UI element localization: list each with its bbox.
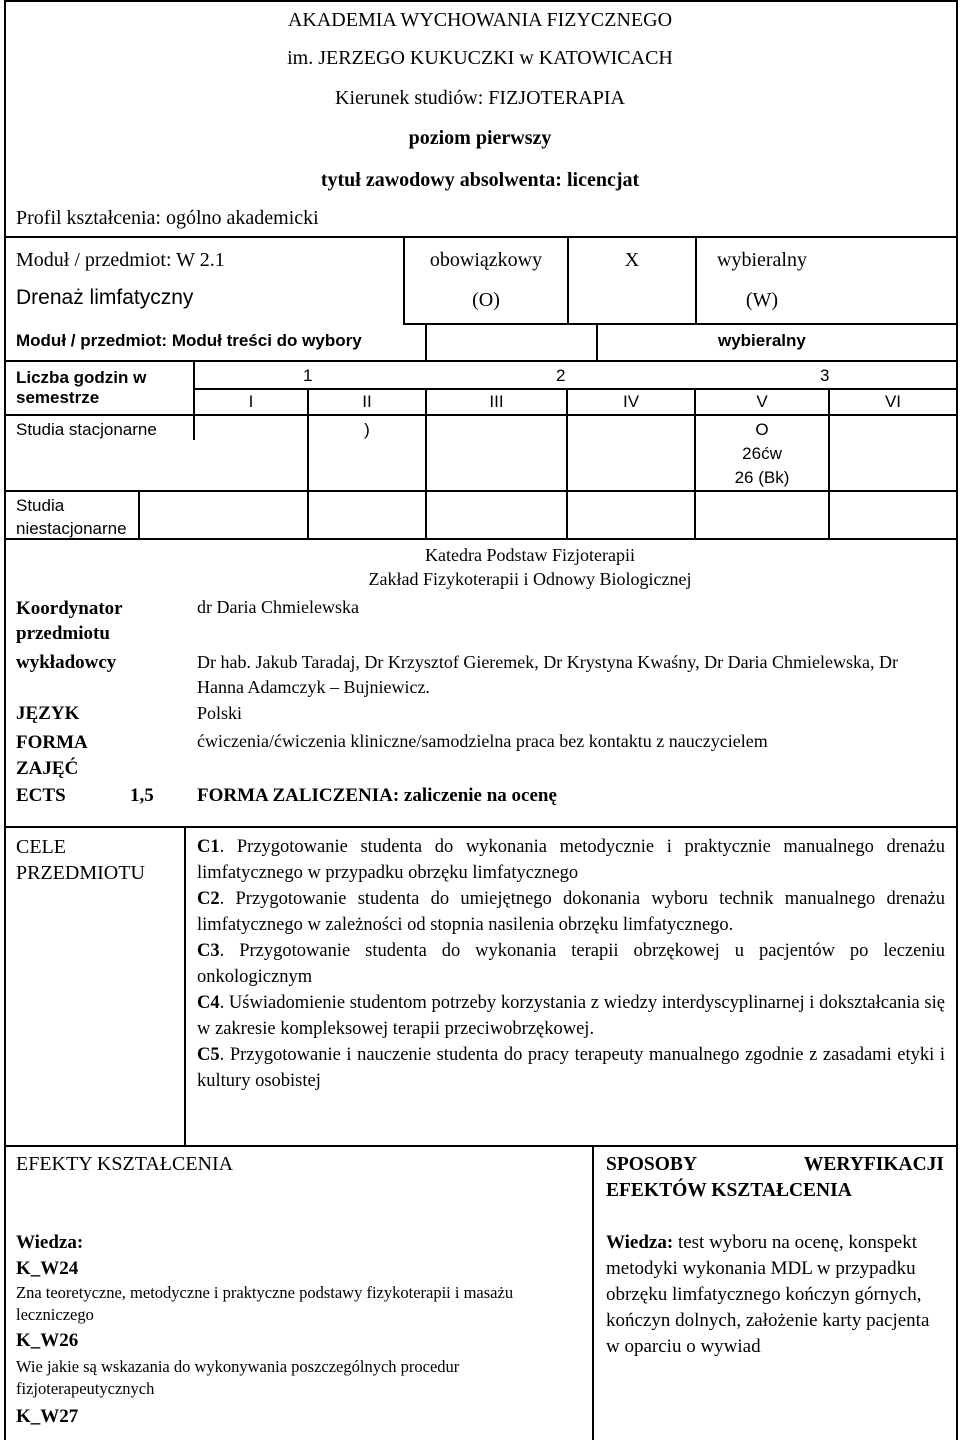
language: Polski <box>197 703 243 723</box>
nonstationary-label: Studia niestacjonarne <box>16 496 127 538</box>
mandatory-code: (O) <box>472 289 500 311</box>
year-1: 1 <box>303 366 313 385</box>
study-level: poziom pierwszy <box>408 127 552 149</box>
divider-h <box>403 323 958 325</box>
divider-header <box>4 236 958 238</box>
stationary-semester-v-exercises: 26ćw <box>742 444 782 463</box>
goal-code: C2 <box>197 889 220 909</box>
goal-item <box>197 938 945 990</box>
content-type: wybieralny <box>718 331 806 350</box>
divider-h <box>4 414 958 416</box>
frame-right-border <box>956 0 958 1440</box>
goal-item <box>197 1042 945 1094</box>
effect-text: Zna teoretyczne, metodyczne i praktyczne podstawy fizykoterapii i masażu leczniczego <box>16 1283 514 1324</box>
goal-item <box>197 834 945 886</box>
year-2: 2 <box>556 366 566 385</box>
divider-v <box>184 826 186 1146</box>
divider-v <box>425 323 427 361</box>
effect-code: K_W27 <box>16 1406 79 1427</box>
effects-title: EFEKTY KSZTAŁCENIA <box>16 1153 234 1175</box>
verification-methods <box>606 1230 946 1360</box>
stationary-semester-v-bk: 26 (Bk) <box>734 468 790 487</box>
module-code: Moduł / przedmiot: W 2.1 <box>16 249 225 271</box>
goal-code: C1 <box>197 837 220 857</box>
effect-code: K_W24 <box>16 1258 79 1279</box>
knowledge-label: Wiedza: <box>16 1232 84 1253</box>
goal-text: . Przygotowanie i nauczenie studenta do pracy terapeuty manualnego zgodnie z zasadami etyki i kultury osobistej <box>197 1045 945 1091</box>
mandatory-mark: X <box>624 249 640 271</box>
divider-v <box>592 1145 594 1440</box>
verification-methods-title: SPOSOBY WERYFIKACJI EFEKTÓW KSZTAŁCENIA <box>606 1154 944 1201</box>
stationary-label: Studia stacjonarne <box>16 420 157 439</box>
semester-vi: VI <box>884 392 902 411</box>
elective-label: wybieralny <box>717 249 807 271</box>
education-profile: Profil kształcenia: ogólno akademicki <box>16 207 319 229</box>
methods-knowledge-text: test wyboru na ocenę, konspekt metodyki wykonania MDL w przypadku obrzęku limfatycznego kończyn górnych, kończyn dolnych, założenie karty pacjenta w oparciu o wywiad <box>606 1232 930 1357</box>
unit: Zakład Fizykoterapii i Odnowy Biologicznej <box>368 569 692 589</box>
divider-h <box>4 826 958 828</box>
goals-label: CELE PRZEDMIOTU <box>16 836 145 884</box>
stationary-semester-v-form: O <box>755 420 769 439</box>
goal-text: . Uświadomienie studentom potrzeby korzystania z wiedzy interdyscyplinarnej i dokształcania się w zakresie kompleksowej terapii przeciwobrzękowej. <box>197 993 945 1039</box>
mandatory-label: obowiązkowy <box>429 249 543 271</box>
semester-iv: IV <box>622 392 640 411</box>
year-3: 3 <box>820 366 830 385</box>
goal-code: C4 <box>197 993 220 1013</box>
goal-code: C5 <box>197 1045 220 1065</box>
lecturers-label: wykładowcy <box>16 652 117 673</box>
hours-label: Liczba godzin w semestrze <box>16 368 147 407</box>
lecturers: Dr hab. Jakub Taradaj, Dr Krzysztof Gieremek, Dr Krystyna Kwaśny, Dr Daria Chmielewska, Dr Hanna Adamczyk – Bujniewicz. <box>197 652 899 697</box>
goal-item <box>197 990 945 1042</box>
stationary-semester-ii: ) <box>364 420 370 439</box>
semester-ii: II <box>362 392 372 411</box>
content-module: Moduł / przedmiot: Moduł treści do wybory <box>16 331 362 350</box>
divider-h <box>4 1145 958 1147</box>
semester-v: V <box>756 392 768 411</box>
elective-code: (W) <box>745 289 779 311</box>
goals-list <box>197 834 945 1094</box>
divider-h <box>4 490 958 492</box>
ects-label: ECTS <box>16 785 66 806</box>
form-label: FORMA ZAJĘĆ <box>16 732 87 779</box>
credit-form: FORMA ZALICZENIA: zaliczenie na ocenę <box>197 785 557 806</box>
coordinator: dr Daria Chmielewska <box>197 597 359 617</box>
effect-text: Wie jakie są wskazania do wykonywania poszczególnych procedur fizjoterapeutycznych <box>16 1357 460 1398</box>
academy-name: AKADEMIA WYCHOWANIA FIZYCZNEGO <box>287 9 673 31</box>
department: Katedra Podstaw Fizjoterapii <box>425 545 635 565</box>
degree-title: tytuł zawodowy absolwenta: licencjat <box>320 169 640 191</box>
coordinator-label: Koordynator przedmiotu <box>16 598 123 644</box>
classes-form: ćwiczenia/ćwiczenia kliniczne/samodzielna praca bez kontaktu z nauczycielem <box>197 731 768 751</box>
goal-text: . Przygotowanie studenta do wykonania metodycznie i praktycznie manualnego drenażu limfatycznego w przypadku obrzęku limfatycznego <box>197 837 945 883</box>
academy-patron: im. JERZEGO KUKUCZKI w KATOWICACH <box>287 47 673 69</box>
field-of-study: Kierunek studiów: FIZJOTERAPIA <box>335 87 625 109</box>
module-title: Drenaż limfatyczny <box>16 286 194 309</box>
frame-top-border <box>4 0 958 2</box>
effect-code: K_W26 <box>16 1330 79 1351</box>
methods-knowledge-label: Wiedza: <box>606 1232 674 1253</box>
language-label: JĘZYK <box>16 703 80 724</box>
frame-left-border <box>4 0 6 1440</box>
semester-iii: III <box>489 392 504 411</box>
goal-text: . Przygotowanie studenta do umiejętnego dokonania wyboru technik manualnego drenażu limfatycznego w zależności od stopnia nasilenia obrzęku limfatycznego. <box>197 889 945 935</box>
divider-v <box>138 490 140 538</box>
goal-code: C3 <box>197 941 220 961</box>
divider-h <box>4 538 958 540</box>
semester-i: I <box>248 392 254 411</box>
divider-h <box>4 360 958 362</box>
goal-text: . Przygotowanie studenta do wykonania terapii obrzękowej u pacjentów po leczeniu onkologicznym <box>197 941 945 987</box>
ects-value: 1,5 <box>130 785 154 806</box>
divider-v <box>596 323 598 361</box>
goal-item <box>197 886 945 938</box>
